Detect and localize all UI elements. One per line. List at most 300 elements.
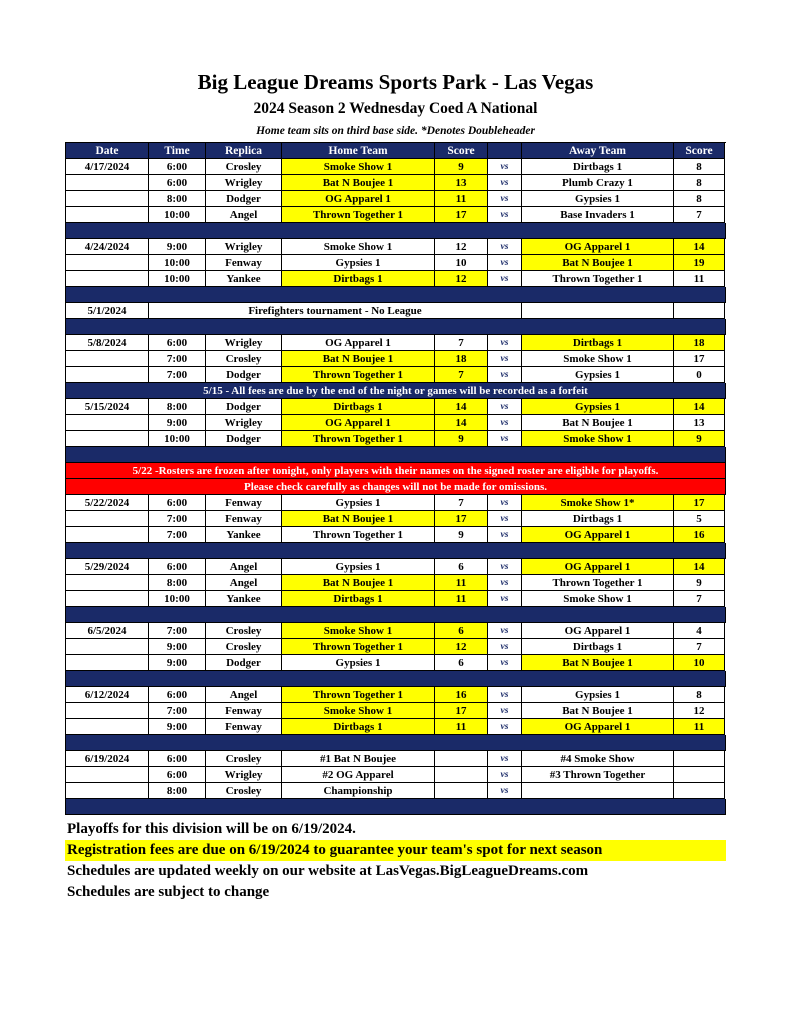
game-row bbox=[66, 495, 726, 511]
col-header-home-score: Score bbox=[435, 143, 488, 159]
game-time: 7:00 bbox=[149, 511, 206, 527]
away-score: 8 bbox=[674, 159, 725, 175]
home-score: 6 bbox=[435, 623, 488, 639]
away-team: Bat N Boujee 1 bbox=[522, 655, 674, 671]
home-team: Thrown Together 1 bbox=[282, 207, 435, 223]
separator-row bbox=[66, 287, 726, 303]
game-row bbox=[66, 591, 726, 607]
vs-label: vs bbox=[488, 655, 522, 671]
away-team: Thrown Together 1 bbox=[522, 271, 674, 287]
home-team: Bat N Boujee 1 bbox=[282, 575, 435, 591]
home-score: 9 bbox=[435, 159, 488, 175]
vs-label: vs bbox=[488, 351, 522, 367]
away-score: 14 bbox=[674, 399, 725, 415]
away-team: Plumb Crazy 1 bbox=[522, 175, 674, 191]
away-score: 7 bbox=[674, 591, 725, 607]
home-team: Thrown Together 1 bbox=[282, 687, 435, 703]
away-team: OG Apparel 1 bbox=[522, 719, 674, 735]
game-row bbox=[66, 639, 726, 655]
tournament-text: Firefighters tournament - No League bbox=[149, 303, 522, 319]
home-team: Bat N Boujee 1 bbox=[282, 351, 435, 367]
away-score: 8 bbox=[674, 191, 725, 207]
website-note: Schedules are updated weekly on our website at LasVegas.BigLeagueDreams.com bbox=[67, 863, 589, 879]
home-score: 9 bbox=[435, 431, 488, 447]
game-row bbox=[66, 399, 726, 415]
away-team: Dirtbags 1 bbox=[522, 639, 674, 655]
game-row bbox=[66, 783, 726, 799]
game-time: 7:00 bbox=[149, 351, 206, 367]
game-row bbox=[66, 527, 726, 543]
vs-label: vs bbox=[488, 703, 522, 719]
separator-row bbox=[66, 543, 726, 559]
game-replica: Angel bbox=[206, 559, 282, 575]
game-replica: Fenway bbox=[206, 719, 282, 735]
home-score: 10 bbox=[435, 255, 488, 271]
game-time: 9:00 bbox=[149, 639, 206, 655]
home-score: 6 bbox=[435, 559, 488, 575]
away-score: 9 bbox=[674, 431, 725, 447]
game-date bbox=[66, 783, 149, 799]
game-replica: Yankee bbox=[206, 271, 282, 287]
away-team: Dirtbags 1 bbox=[522, 159, 674, 175]
game-row bbox=[66, 207, 726, 223]
game-replica: Angel bbox=[206, 207, 282, 223]
game-date: 5/29/2024 bbox=[66, 559, 149, 575]
game-date bbox=[66, 655, 149, 671]
home-team: Thrown Together 1 bbox=[282, 367, 435, 383]
home-score: 14 bbox=[435, 399, 488, 415]
home-team: Gypsies 1 bbox=[282, 655, 435, 671]
game-time: 10:00 bbox=[149, 271, 206, 287]
away-team: Smoke Show 1 bbox=[522, 351, 674, 367]
vs-label: vs bbox=[488, 639, 522, 655]
home-team: #2 OG Apparel bbox=[282, 767, 435, 783]
away-team bbox=[522, 783, 674, 799]
home-team: OG Apparel 1 bbox=[282, 191, 435, 207]
table-body bbox=[66, 159, 726, 815]
away-score: 16 bbox=[674, 527, 725, 543]
home-score: 12 bbox=[435, 639, 488, 655]
home-score: 18 bbox=[435, 351, 488, 367]
away-score: 17 bbox=[674, 495, 725, 511]
away-score: 9 bbox=[674, 575, 725, 591]
home-score bbox=[435, 767, 488, 783]
away-score: 17 bbox=[674, 351, 725, 367]
vs-label: vs bbox=[488, 159, 522, 175]
game-replica: Dodger bbox=[206, 399, 282, 415]
vs-label: vs bbox=[488, 255, 522, 271]
home-score: 13 bbox=[435, 175, 488, 191]
game-date bbox=[66, 511, 149, 527]
home-score: 7 bbox=[435, 495, 488, 511]
tournament-date: 5/1/2024 bbox=[66, 303, 149, 319]
home-team: Smoke Show 1 bbox=[282, 623, 435, 639]
vs-label: vs bbox=[488, 399, 522, 415]
separator-bar bbox=[66, 223, 726, 239]
home-team: Dirtbags 1 bbox=[282, 719, 435, 735]
separator-bar bbox=[66, 671, 726, 687]
game-row bbox=[66, 175, 726, 191]
roster-alert-text: Please check carefully as changes will not be made for omissions. bbox=[66, 479, 726, 495]
home-score: 7 bbox=[435, 335, 488, 351]
home-score: 16 bbox=[435, 687, 488, 703]
away-team: Smoke Show 1 bbox=[522, 591, 674, 607]
away-score bbox=[674, 751, 725, 767]
away-team: #4 Smoke Show bbox=[522, 751, 674, 767]
game-time: 9:00 bbox=[149, 415, 206, 431]
game-time: 10:00 bbox=[149, 591, 206, 607]
away-score bbox=[674, 783, 725, 799]
vs-label: vs bbox=[488, 415, 522, 431]
away-team: Smoke Show 1* bbox=[522, 495, 674, 511]
away-score: 4 bbox=[674, 623, 725, 639]
game-row bbox=[66, 239, 726, 255]
away-score: 8 bbox=[674, 687, 725, 703]
away-team: Gypsies 1 bbox=[522, 687, 674, 703]
game-time: 8:00 bbox=[149, 191, 206, 207]
game-date bbox=[66, 703, 149, 719]
game-row bbox=[66, 719, 726, 735]
game-replica: Fenway bbox=[206, 511, 282, 527]
home-score: 11 bbox=[435, 719, 488, 735]
col-header-date: Date bbox=[66, 143, 149, 159]
home-score: 11 bbox=[435, 191, 488, 207]
game-date bbox=[66, 191, 149, 207]
vs-label: vs bbox=[488, 591, 522, 607]
vs-label: vs bbox=[488, 175, 522, 191]
game-time: 8:00 bbox=[149, 783, 206, 799]
vs-label: vs bbox=[488, 495, 522, 511]
game-date bbox=[66, 415, 149, 431]
vs-label: vs bbox=[488, 687, 522, 703]
game-replica: Wrigley bbox=[206, 239, 282, 255]
roster-alert-row bbox=[66, 463, 726, 479]
game-date bbox=[66, 271, 149, 287]
separator-bar bbox=[66, 607, 726, 623]
separator-bar bbox=[66, 287, 726, 303]
game-row bbox=[66, 367, 726, 383]
away-score: 19 bbox=[674, 255, 725, 271]
game-time: 9:00 bbox=[149, 719, 206, 735]
game-time: 6:00 bbox=[149, 175, 206, 191]
game-row bbox=[66, 703, 726, 719]
col-header-replica: Replica bbox=[206, 143, 282, 159]
home-team: Smoke Show 1 bbox=[282, 159, 435, 175]
game-date bbox=[66, 767, 149, 783]
game-time: 6:00 bbox=[149, 559, 206, 575]
schedule-table bbox=[65, 142, 726, 815]
separator-bar bbox=[66, 543, 726, 559]
away-score: 12 bbox=[674, 703, 725, 719]
game-replica: Wrigley bbox=[206, 767, 282, 783]
game-replica: Yankee bbox=[206, 591, 282, 607]
vs-label: vs bbox=[488, 335, 522, 351]
game-time: 6:00 bbox=[149, 751, 206, 767]
home-score: 11 bbox=[435, 591, 488, 607]
game-date bbox=[66, 175, 149, 191]
game-date: 4/24/2024 bbox=[66, 239, 149, 255]
away-score: 7 bbox=[674, 207, 725, 223]
home-score: 11 bbox=[435, 575, 488, 591]
home-team: #1 Bat N Boujee bbox=[282, 751, 435, 767]
tournament-away-blank bbox=[522, 303, 674, 319]
away-score: 7 bbox=[674, 639, 725, 655]
home-score: 12 bbox=[435, 239, 488, 255]
game-date bbox=[66, 351, 149, 367]
separator-row bbox=[66, 671, 726, 687]
game-date bbox=[66, 639, 149, 655]
away-team: Bat N Boujee 1 bbox=[522, 255, 674, 271]
game-time: 6:00 bbox=[149, 767, 206, 783]
away-score: 14 bbox=[674, 239, 725, 255]
game-time: 7:00 bbox=[149, 527, 206, 543]
vs-label: vs bbox=[488, 271, 522, 287]
away-score: 14 bbox=[674, 559, 725, 575]
game-date: 5/8/2024 bbox=[66, 335, 149, 351]
away-team: Smoke Show 1 bbox=[522, 431, 674, 447]
away-score: 10 bbox=[674, 655, 725, 671]
game-replica: Dodger bbox=[206, 431, 282, 447]
game-replica: Crosley bbox=[206, 751, 282, 767]
away-team: Dirtbags 1 bbox=[522, 511, 674, 527]
game-row bbox=[66, 575, 726, 591]
home-score bbox=[435, 751, 488, 767]
home-score: 17 bbox=[435, 511, 488, 527]
vs-label: vs bbox=[488, 751, 522, 767]
col-header-vs bbox=[488, 143, 522, 159]
home-score: 7 bbox=[435, 367, 488, 383]
game-date bbox=[66, 431, 149, 447]
game-row bbox=[66, 255, 726, 271]
game-date: 5/15/2024 bbox=[66, 399, 149, 415]
away-score: 8 bbox=[674, 175, 725, 191]
game-time: 10:00 bbox=[149, 255, 206, 271]
game-row bbox=[66, 271, 726, 287]
home-team: Championship bbox=[282, 783, 435, 799]
game-row bbox=[66, 351, 726, 367]
vs-label: vs bbox=[488, 559, 522, 575]
game-replica: Crosley bbox=[206, 351, 282, 367]
home-team: Gypsies 1 bbox=[282, 255, 435, 271]
page-subtitle: 2024 Season 2 Wednesday Coed A National bbox=[253, 100, 538, 117]
away-team: OG Apparel 1 bbox=[522, 527, 674, 543]
page-title: Big League Dreams Sports Park - Las Vegas bbox=[197, 70, 594, 94]
game-row bbox=[66, 431, 726, 447]
away-score: 0 bbox=[674, 367, 725, 383]
vs-label: vs bbox=[488, 719, 522, 735]
game-date: 6/5/2024 bbox=[66, 623, 149, 639]
away-score bbox=[674, 767, 725, 783]
col-header-away-score: Score bbox=[674, 143, 725, 159]
footer bbox=[65, 819, 726, 903]
game-time: 6:00 bbox=[149, 495, 206, 511]
away-score: 18 bbox=[674, 335, 725, 351]
away-team: Dirtbags 1 bbox=[522, 335, 674, 351]
away-score: 11 bbox=[674, 271, 725, 287]
registration-fees-note: Registration fees are due on 6/19/2024 to guarantee your team's spot for next season bbox=[65, 840, 726, 861]
game-row bbox=[66, 159, 726, 175]
separator-bar bbox=[66, 799, 726, 815]
game-row bbox=[66, 655, 726, 671]
game-time: 6:00 bbox=[149, 159, 206, 175]
roster-alert-text: 5/22 -Rosters are frozen after tonight, only players with their names on the signed roster are eligible for playoffs. bbox=[66, 463, 726, 479]
away-team: OG Apparel 1 bbox=[522, 559, 674, 575]
game-row bbox=[66, 335, 726, 351]
away-score: 11 bbox=[674, 719, 725, 735]
game-replica: Crosley bbox=[206, 783, 282, 799]
game-replica: Angel bbox=[206, 687, 282, 703]
game-date: 4/17/2024 bbox=[66, 159, 149, 175]
game-time: 9:00 bbox=[149, 655, 206, 671]
away-team: Bat N Boujee 1 bbox=[522, 415, 674, 431]
game-row bbox=[66, 559, 726, 575]
home-score bbox=[435, 783, 488, 799]
home-team: Smoke Show 1 bbox=[282, 239, 435, 255]
game-replica: Wrigley bbox=[206, 415, 282, 431]
game-date bbox=[66, 527, 149, 543]
home-team: Bat N Boujee 1 bbox=[282, 175, 435, 191]
away-score: 5 bbox=[674, 511, 725, 527]
game-row bbox=[66, 511, 726, 527]
away-score: 13 bbox=[674, 415, 725, 431]
game-replica: Dodger bbox=[206, 191, 282, 207]
tournament-score-blank bbox=[674, 303, 725, 319]
vs-label: vs bbox=[488, 431, 522, 447]
separator-row bbox=[66, 735, 726, 751]
vs-label: vs bbox=[488, 767, 522, 783]
game-replica: Angel bbox=[206, 575, 282, 591]
game-row bbox=[66, 623, 726, 639]
vs-label: vs bbox=[488, 783, 522, 799]
fees-notice-row bbox=[66, 383, 726, 399]
game-time: 6:00 bbox=[149, 687, 206, 703]
game-date bbox=[66, 591, 149, 607]
game-time: 7:00 bbox=[149, 623, 206, 639]
separator-bar bbox=[66, 319, 726, 335]
home-score: 17 bbox=[435, 703, 488, 719]
separator-row bbox=[66, 607, 726, 623]
game-date: 6/12/2024 bbox=[66, 687, 149, 703]
col-header-away-team: Away Team bbox=[522, 143, 674, 159]
home-score: 14 bbox=[435, 415, 488, 431]
fees-notice-text: 5/15 - All fees are due by the end of the night or games will be recorded as a forfeit bbox=[66, 383, 726, 399]
game-replica: Crosley bbox=[206, 639, 282, 655]
away-team: OG Apparel 1 bbox=[522, 239, 674, 255]
away-team: Thrown Together 1 bbox=[522, 575, 674, 591]
playoffs-note: Playoffs for this division will be on 6/19/2024. bbox=[67, 821, 356, 837]
game-replica: Fenway bbox=[206, 255, 282, 271]
home-team: Smoke Show 1 bbox=[282, 703, 435, 719]
table-header-row bbox=[66, 143, 726, 159]
home-team: Thrown Together 1 bbox=[282, 639, 435, 655]
vs-label: vs bbox=[488, 623, 522, 639]
game-date bbox=[66, 207, 149, 223]
game-time: 10:00 bbox=[149, 207, 206, 223]
home-team: Dirtbags 1 bbox=[282, 399, 435, 415]
game-row bbox=[66, 751, 726, 767]
game-time: 8:00 bbox=[149, 575, 206, 591]
away-team: #3 Thrown Together bbox=[522, 767, 674, 783]
vs-label: vs bbox=[488, 527, 522, 543]
home-team: OG Apparel 1 bbox=[282, 335, 435, 351]
home-score: 6 bbox=[435, 655, 488, 671]
separator-row bbox=[66, 223, 726, 239]
away-team: Base Invaders 1 bbox=[522, 207, 674, 223]
game-replica: Yankee bbox=[206, 527, 282, 543]
home-team: Bat N Boujee 1 bbox=[282, 511, 435, 527]
vs-label: vs bbox=[488, 367, 522, 383]
schedules-change-note: Schedules are subject to change bbox=[67, 884, 270, 900]
vs-label: vs bbox=[488, 207, 522, 223]
game-replica: Dodger bbox=[206, 655, 282, 671]
game-time: 6:00 bbox=[149, 335, 206, 351]
home-score: 17 bbox=[435, 207, 488, 223]
game-replica: Wrigley bbox=[206, 335, 282, 351]
home-team: Dirtbags 1 bbox=[282, 271, 435, 287]
game-row bbox=[66, 687, 726, 703]
game-replica: Crosley bbox=[206, 159, 282, 175]
away-team: Bat N Boujee 1 bbox=[522, 703, 674, 719]
game-row bbox=[66, 767, 726, 783]
page-note: Home team sits on third base side. *Denotes Doubleheader bbox=[256, 125, 535, 137]
game-row bbox=[66, 415, 726, 431]
game-time: 8:00 bbox=[149, 399, 206, 415]
game-replica: Fenway bbox=[206, 703, 282, 719]
away-team: OG Apparel 1 bbox=[522, 623, 674, 639]
home-team: Gypsies 1 bbox=[282, 559, 435, 575]
home-team: Thrown Together 1 bbox=[282, 527, 435, 543]
home-team: OG Apparel 1 bbox=[282, 415, 435, 431]
away-team: Gypsies 1 bbox=[522, 367, 674, 383]
game-date: 6/19/2024 bbox=[66, 751, 149, 767]
separator-bar bbox=[66, 447, 726, 463]
game-date: 5/22/2024 bbox=[66, 495, 149, 511]
game-time: 10:00 bbox=[149, 431, 206, 447]
game-replica: Wrigley bbox=[206, 175, 282, 191]
vs-label: vs bbox=[488, 239, 522, 255]
schedule-sheet bbox=[65, 0, 726, 903]
col-header-home-team: Home Team bbox=[282, 143, 435, 159]
home-team: Dirtbags 1 bbox=[282, 591, 435, 607]
roster-alert-row bbox=[66, 479, 726, 495]
col-header-time: Time bbox=[149, 143, 206, 159]
vs-label: vs bbox=[488, 191, 522, 207]
separator-row bbox=[66, 799, 726, 815]
game-time: 7:00 bbox=[149, 703, 206, 719]
game-time: 9:00 bbox=[149, 239, 206, 255]
game-row bbox=[66, 191, 726, 207]
home-score: 9 bbox=[435, 527, 488, 543]
vs-label: vs bbox=[488, 511, 522, 527]
vs-label: vs bbox=[488, 575, 522, 591]
game-date bbox=[66, 367, 149, 383]
game-replica: Fenway bbox=[206, 495, 282, 511]
game-date bbox=[66, 719, 149, 735]
tournament-row bbox=[66, 303, 726, 319]
home-team: Thrown Together 1 bbox=[282, 431, 435, 447]
game-date bbox=[66, 255, 149, 271]
home-score: 12 bbox=[435, 271, 488, 287]
game-time: 7:00 bbox=[149, 367, 206, 383]
away-team: Gypsies 1 bbox=[522, 399, 674, 415]
game-replica: Crosley bbox=[206, 623, 282, 639]
separator-row bbox=[66, 319, 726, 335]
away-team: Gypsies 1 bbox=[522, 191, 674, 207]
separator-row bbox=[66, 447, 726, 463]
game-replica: Dodger bbox=[206, 367, 282, 383]
home-team: Gypsies 1 bbox=[282, 495, 435, 511]
game-date bbox=[66, 575, 149, 591]
